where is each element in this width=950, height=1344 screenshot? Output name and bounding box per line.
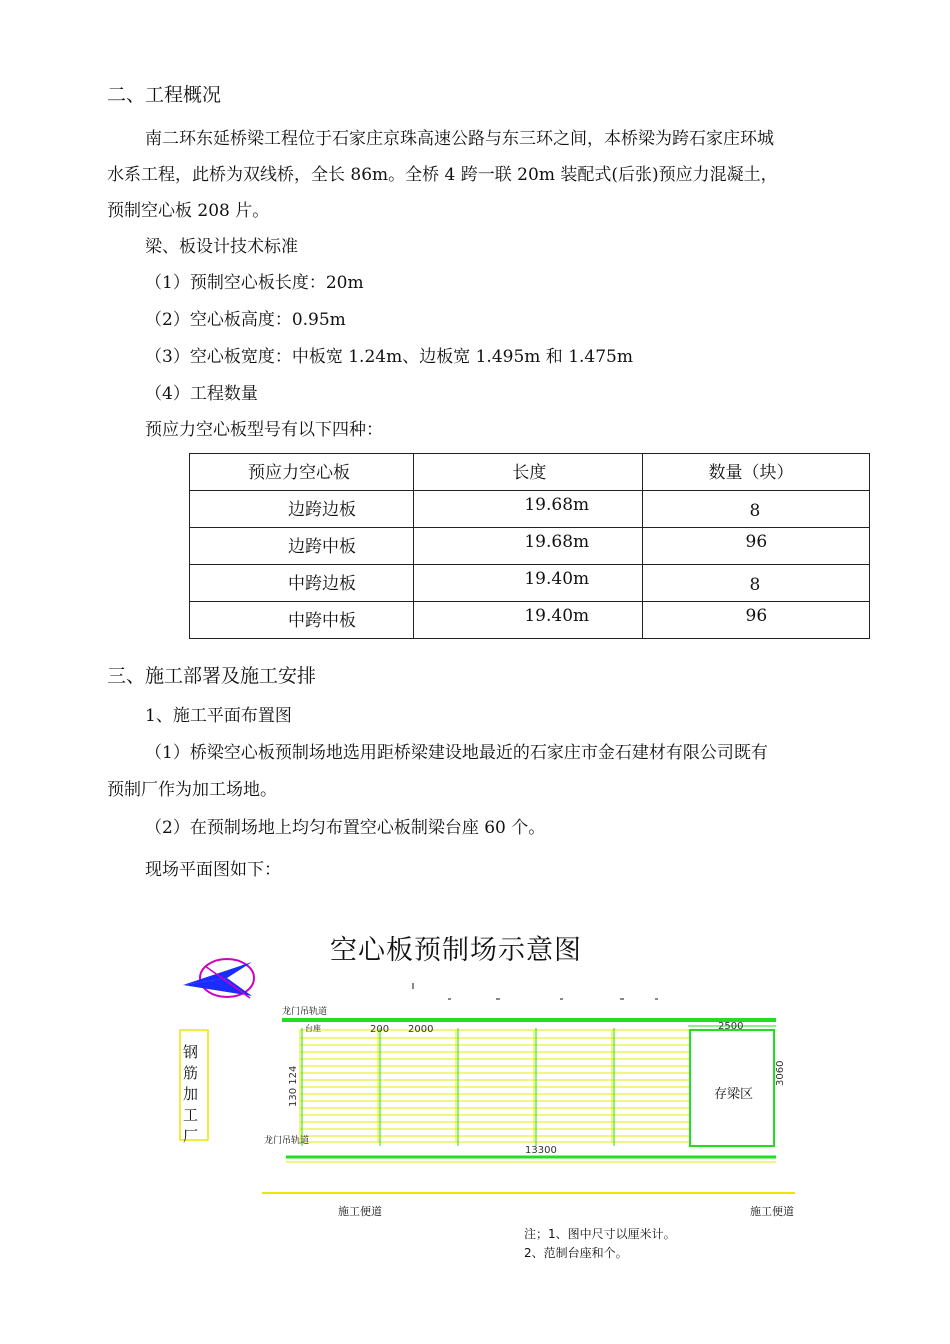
overview-paragraph-line3: 预制空心板 208 片。 [107,201,270,221]
standard-item: （3）空心板宽度：中板宽 1.24m、边板宽 1.495m 和 1.475m [145,347,633,367]
table-cell: 边跨中板 [288,537,356,557]
table-cell: 8 [749,575,761,595]
rebar-shop-label [183,1042,205,1147]
dimension-label: 13300 [525,1145,557,1156]
dimension-label: 2500 [718,1021,744,1032]
dimension-label: 2000 [408,1024,434,1035]
overview-paragraph-line2: 水系工程，此桥为双线桥，全长 86m。全桥 4 跨一联 20m 装配式(后张)预应力混凝土， [107,165,778,185]
slab-types-table [189,453,870,639]
table-row [190,565,870,602]
section-heading-deployment: 三、施工部署及施工安排 [107,665,317,687]
section-heading-overview: 二、工程概况 [107,84,222,106]
overview-paragraph-line1: 南二环东延桥梁工程位于石家庄京珠高速公路与东三环之间，本桥梁为跨石家庄环城 [145,129,774,149]
table-header-cell: 长度 [512,463,547,483]
pedestal-grid [300,1030,690,1142]
table-header-cell: 预应力空心板 [248,463,350,483]
rebar-shop-label-line: 加工 [183,1085,199,1124]
table-header-cell: 数量（块） [708,463,794,483]
standard-item: （2）空心板高度：0.95m [145,310,346,330]
table-cell: 边跨边板 [288,500,356,520]
deployment-paragraph-line2: 预制厂作为加工场地。 [107,780,277,800]
table-row [190,528,870,565]
design-standard-title: 梁、板设计技术标准 [145,237,298,257]
table-cell: 中跨中板 [288,611,356,631]
table-cell: 中跨边板 [288,574,356,594]
deployment-paragraph-2: （2）在预制场地上均匀布置空心板制梁台座 60 个。 [145,818,546,838]
table-cell: 96 [745,606,768,626]
standard-item: （4）工程数量 [145,384,258,404]
table-cell: 19.68m [524,495,590,515]
pedestal-label: 台座 [305,1024,321,1033]
bottom-track-label: 龙门吊轨道 [264,1136,310,1146]
table-cell: 19.40m [524,606,590,626]
table-cell: 19.40m [524,569,590,589]
top-track-label: 龙门吊轨道 [282,1007,328,1017]
rebar-shop-label-line: 钢筋 [183,1043,199,1082]
table-row [190,491,870,528]
rebar-shop-label-line: 厂 [183,1127,199,1145]
table-row [190,602,870,639]
dimension-label: 3060 [775,1060,786,1086]
standard-item: （1）预制空心板长度：20m [145,273,364,293]
subsection-title: 1、施工平面布置图 [145,706,292,726]
service-road-label-left: 施工便道 [338,1205,382,1218]
storage-zone-label: 存梁区 [714,1087,754,1102]
diagram-title: 空心板预制场示意图 [330,935,582,966]
diagram-note-1: 注；1、图中尺寸以厘米计。 [524,1227,676,1241]
plan-intro: 现场平面图如下： [145,860,281,880]
diagram-note-2: 2、范制台座和个。 [524,1246,628,1260]
deployment-paragraph-line1: （1）桥梁空心板预制场地选用距桥梁建设地最近的石家庄市金石建材有限公司既有 [145,743,768,763]
dimension-label: 200 [370,1024,390,1035]
compass-icon [183,959,254,998]
table-cell: 19.68m [524,532,590,552]
table-intro: 预应力空心板型号有以下四种： [145,420,383,440]
dimension-label: 130 124 [288,1065,299,1107]
table-cell: 96 [745,532,768,552]
service-road-label-right: 施工便道 [750,1205,794,1218]
table-cell: 8 [749,501,761,521]
table-header-row [190,454,870,491]
